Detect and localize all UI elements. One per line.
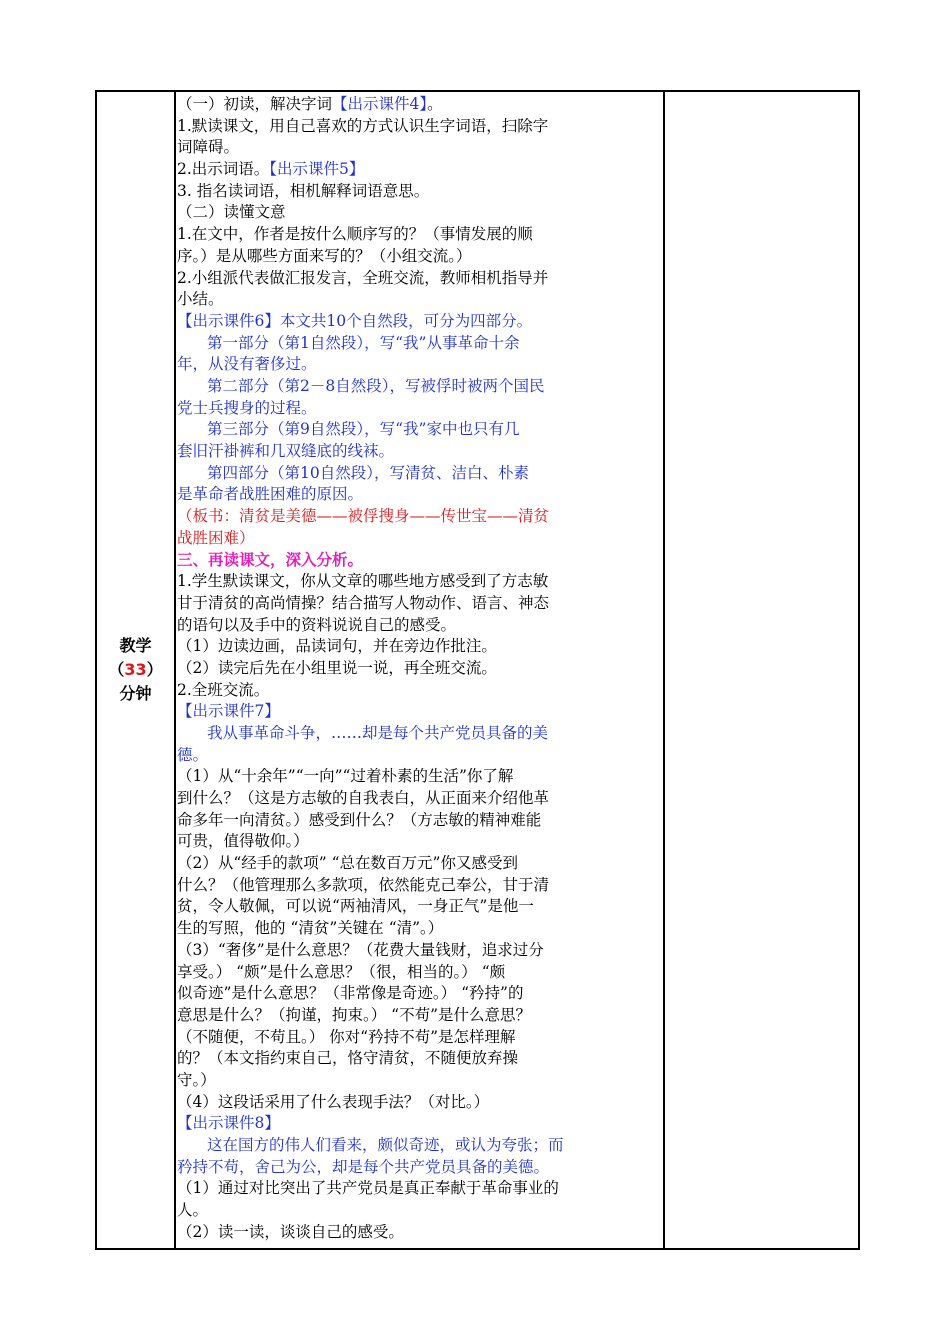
text-line: （4）这段话采用了什么表现手法？（对比。） xyxy=(177,1092,490,1111)
text-line: （不随便，不苟且。） 你对“矜持不苟”是怎样理解 xyxy=(177,1027,516,1046)
text-line: 守。） xyxy=(177,1070,216,1089)
text-line: 2.出示词语。【出示课件5】 xyxy=(177,160,365,179)
text-line: 到什么？（这是方志敏的自我表白，从正面来介绍他革 xyxy=(177,789,550,807)
text-line: 意思是什么？（拘谨，拘束。） “不苟”是什么意思？ xyxy=(177,1005,532,1024)
text-line: （一）初读，解决字词【出示课件4】。 xyxy=(177,95,443,113)
text-line: 生的写照，他的 “清贫”关键在 “清”。） xyxy=(177,919,444,938)
section-label-cell xyxy=(96,91,175,1249)
minutes-value: 33 xyxy=(124,660,147,679)
text-line: （2）从“经手的款项” “总在数百万元”你又感受到 xyxy=(177,854,518,873)
text-line: 什么？（他管理那么多款项，依然能克己奉公，甘于清 xyxy=(177,875,550,894)
text-line: 可贵，值得敬仰。） xyxy=(177,832,309,851)
text-line: 3. 指名读词语，相机解释词语意思。 xyxy=(177,181,430,200)
courseware-link: 【出示课件5】 xyxy=(269,160,365,179)
text-line: 似奇迹”是什么意思？（非常像是奇迹。） “矜持”的 xyxy=(177,984,524,1003)
text-line: 套旧汗褂裤和几双缝底的线袜。 xyxy=(177,442,395,460)
lesson-content-cell xyxy=(175,91,664,1249)
text-line: 是革命者战胜困难的原因。 xyxy=(177,485,364,504)
board-note: 战胜困难） xyxy=(177,528,255,547)
text-line: （1）通过对比突出了共产党员是真正奉献于革命事业的 xyxy=(177,1179,559,1198)
text-line: 命多年一向清贫。）感受到什么？（方志敏的精神难能 xyxy=(177,810,542,829)
text-line: （3）“奢侈”是什么意思？（花费大量钱财，追求过分 xyxy=(177,940,544,959)
section-label-minutes: 分钟 xyxy=(119,684,152,703)
text-line: 1.在文中，作者是按什么顺序写的？（事情发展的顺 xyxy=(177,225,533,244)
text-line: 贫，令人敬佩，可以说“两袖清风，一身正气”是他一 xyxy=(177,897,534,916)
section-label-teaching: 教学 xyxy=(119,636,152,655)
courseware-link: 【出示课件8】 xyxy=(177,1114,280,1133)
text-line: 【出示课件6】本文共10个自然段，可分为四部分。 xyxy=(177,311,533,330)
text-line: 1.学生默读课文，你从文章的哪些地方感受到了方志敏 xyxy=(177,572,549,591)
section-label-duration: （33） xyxy=(108,660,163,679)
text-line: 1.默读课文，用自己喜欢的方式认识生字词语，扫除字 xyxy=(177,116,549,135)
text-line: 序。）是从哪些方面来写的？（小组交流。） xyxy=(177,246,472,265)
text-line: （1）边读边画，品读词句，并在旁边作批注。 xyxy=(177,637,497,656)
text-line: 第四部分（第10自然段），写清贫、洁白、朴素 xyxy=(207,463,529,482)
text-line: 德。 xyxy=(177,745,209,764)
text-line: 我从事革命斗争，……却是每个共产党员具备的美 xyxy=(207,723,549,742)
text-line: 党士兵搜身的过程。 xyxy=(177,398,317,417)
text-line: （2）读完后先在小组里说一说，再全班交流。 xyxy=(177,658,497,677)
notes-cell xyxy=(664,91,859,1249)
text-line: 的？（本文指约束自己，恪守清贫，不随便放弃操 xyxy=(177,1049,519,1068)
courseware-link: 【出示课件4】 xyxy=(332,95,428,113)
lesson-table xyxy=(95,90,860,1250)
text-line: 的语句以及手中的资料说说自己的感受。 xyxy=(177,615,457,634)
board-note: （板书：清贫是美德——被俘搜身——传世宝——清贫 xyxy=(177,507,550,526)
text-line: 享受。） “颇”是什么意思？（很，相当的。） “颇 xyxy=(177,962,506,981)
text-line: 这在国方的伟人们看来，颇似奇迹，或认为夸张；而 xyxy=(207,1136,564,1154)
text-line: 2.小组派代表做汇报发言，全班交流，教师相机指导并 xyxy=(177,268,549,287)
text-line: 年，从没有奢侈过。 xyxy=(177,355,317,374)
text-line: 第一部分（第1自然段），写“我”从事革命十余 xyxy=(207,333,520,352)
text-line: 第三部分（第9自然段），写“我”家中也只有几 xyxy=(207,420,520,439)
text-line: 甘于清贫的高尚情操？结合描写人物动作、语言、神态 xyxy=(177,593,550,612)
text-line: 矜持不苟，舍己为公，却是每个共产党员具备的美德。 xyxy=(177,1157,550,1176)
text-line: 第二部分（第2－8自然段），写被俘时被两个国民 xyxy=(207,376,545,395)
text-line: （2）读一读，谈谈自己的感受。 xyxy=(177,1222,404,1241)
text-line: 2.全班交流。 xyxy=(177,680,270,699)
courseware-link: 【出示课件6】 xyxy=(177,311,280,330)
text-line: 人。 xyxy=(177,1201,209,1220)
text-line: 小结。 xyxy=(177,290,224,309)
subheading: （二）读懂文意 xyxy=(177,203,286,222)
courseware-link: 【出示课件7】 xyxy=(177,702,280,721)
text-line: （1）从“十余年”“一向”“过着朴素的生活”你了解 xyxy=(177,767,514,786)
section-heading: 三、再读课文，深入分析。 xyxy=(177,550,364,570)
text-line: 词障碍。 xyxy=(177,138,240,157)
